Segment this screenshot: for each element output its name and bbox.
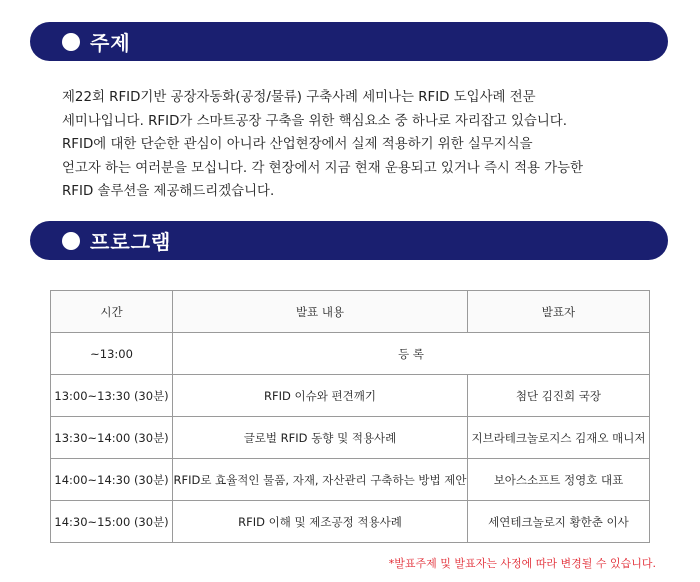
column-header-topic: 발표 내용 [173, 291, 468, 333]
program-schedule-table [50, 290, 650, 543]
time-cell: 14:30~15:00 (30분) [51, 501, 173, 543]
topic-section-title: 주제 [90, 31, 131, 55]
intro-line: 제22회 RFID기반 공장자동화(공정/물류) 구축사례 세미나는 RFID 도입사례 전문 [62, 90, 536, 105]
registration-row [51, 333, 650, 375]
table-row [51, 375, 650, 417]
speaker-cell: 지브라테크놀로지스 김재오 매니저 [467, 417, 649, 459]
column-header-speaker: 발표자 [467, 291, 649, 333]
program-section-title: 프로그램 [90, 230, 172, 254]
table-header-row [51, 291, 650, 333]
time-cell: 13:00~13:30 (30분) [51, 375, 173, 417]
speaker-cell: 세연테크놀로지 황한춘 이사 [467, 501, 649, 543]
intro-line: 얻고자 하는 여러분을 모십니다. 각 현장에서 지금 현재 운용되고 있거나 즉시 적용 가능한 [62, 160, 584, 176]
change-notice: *발표주제 및 발표자는 사정에 따라 변경될 수 있습니다. [388, 557, 656, 570]
registration-label-cell: 등 록 [173, 333, 650, 375]
bullet-circle-icon [62, 33, 80, 51]
topic-cell: 글로벌 RFID 동향 및 적용사례 [173, 417, 468, 459]
table-row [51, 459, 650, 501]
topic-section-header [30, 22, 668, 61]
program-section-header [30, 221, 668, 260]
table-row [51, 501, 650, 543]
bullet-circle-icon [62, 232, 80, 250]
time-cell: 14:00~14:30 (30분) [51, 459, 173, 501]
registration-time-cell: ~13:00 [51, 333, 173, 375]
speaker-cell: 첨단 김진희 국장 [467, 375, 649, 417]
intro-paragraph [62, 86, 662, 204]
speaker-cell: 보아스소프트 정영호 대표 [467, 459, 649, 501]
intro-line: 세미나입니다. RFID가 스마트공장 구축을 위한 핵심요소 중 하나로 자리잡고 있습니다. [62, 113, 567, 129]
topic-cell: RFID 이해 및 제조공정 적용사례 [173, 501, 468, 543]
topic-cell: RFID 이슈와 편견깨기 [173, 375, 468, 417]
table-row [51, 417, 650, 459]
intro-line: RFID에 대한 단순한 관심이 아니라 산업현장에서 실제 적용하기 위한 실무지식을 [62, 137, 533, 152]
topic-cell: RFID로 효율적인 물품, 자재, 자산관리 구축하는 방법 제안 [173, 459, 468, 501]
time-cell: 13:30~14:00 (30분) [51, 417, 173, 459]
column-header-time: 시간 [51, 291, 173, 333]
intro-line: RFID 솔루션을 제공해드리겠습니다. [62, 184, 275, 199]
